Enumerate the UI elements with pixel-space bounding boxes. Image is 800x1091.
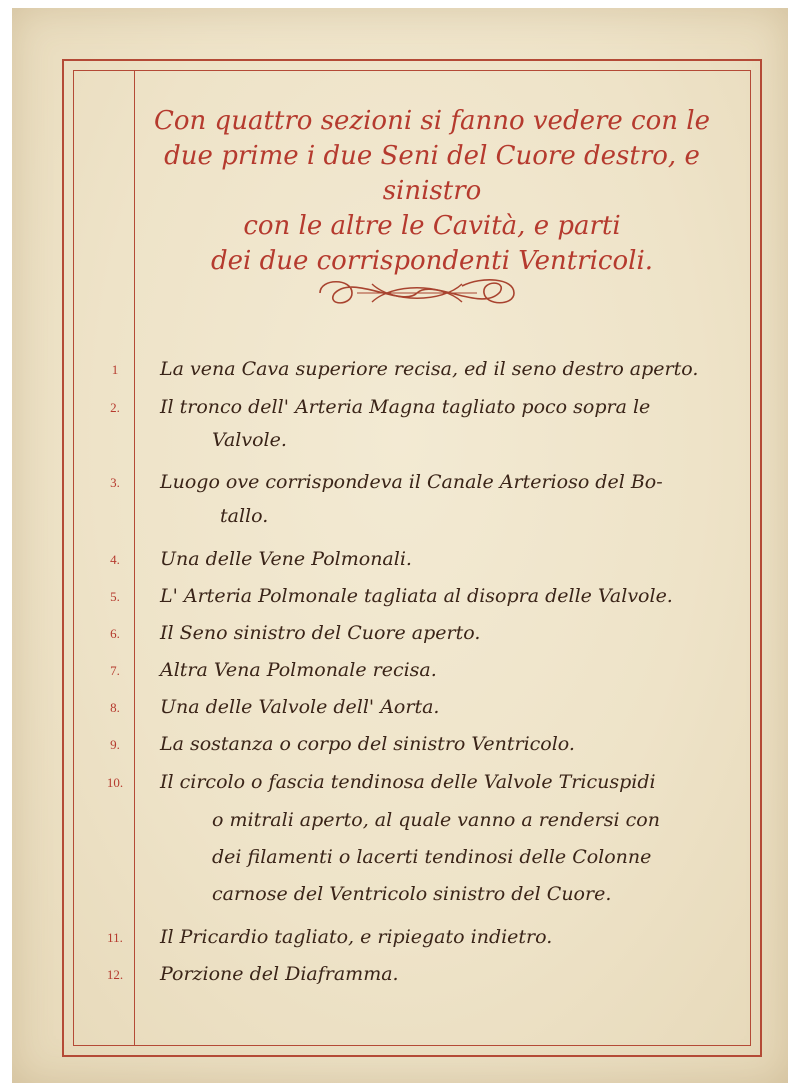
item-text: Luogo ove corrispondeva il Canale Arterioso del Bo- [160,471,663,493]
item-text: La sostanza o corpo del sinistro Ventricolo. [160,733,575,755]
item-number: 12. [106,967,124,982]
item-text: Una delle Vene Polmonali. [160,548,412,570]
page-title [142,104,722,279]
item-number: 7. [110,663,120,678]
item-number: 10. [106,775,124,790]
item-number: 2. [110,400,120,415]
item-text: Il circolo o fascia tendinosa delle Valvole Tricuspidi [160,771,656,793]
flourish-ornament [312,268,522,318]
item-text: Il Pricardio tagliato, e ripiegato indietro. [160,926,553,948]
item-number: 11. [107,930,123,945]
item-text: Porzione del Diaframma. [160,963,399,985]
item-number: 9. [110,737,120,752]
item-text-continued: tallo. [220,505,269,527]
item-text-continued: Valvole. [212,429,287,451]
title-line: Con quattro sezioni si fanno vedere con le [154,106,710,136]
manuscript-sheet [12,8,788,1083]
item-text: Altra Vena Polmonale recisa. [160,659,437,681]
item-text: Una delle Valvole dell' Aorta. [160,696,440,718]
item-number: 3. [110,475,120,490]
item-number: 8. [110,700,120,715]
item-number: 5. [110,589,120,604]
item-number: 1 [111,362,119,377]
item-text-continued: o mitrali aperto, al quale vanno a rendersi con [212,809,660,831]
item-number: 6. [110,626,120,641]
item-text: L' Arteria Polmonale tagliata al disopra delle Valvole. [160,585,673,607]
title-line: due prime i due Seni del Cuore destro, e sinistro [164,141,700,206]
item-number: 4. [110,552,120,567]
item-text-continued: dei filamenti o lacerti tendinosi delle Colonne [212,846,652,868]
item-text: La vena Cava superiore recisa, ed il seno destro aperto. [160,358,699,380]
title-line: con le altre le Cavità, e parti [243,211,621,241]
item-text: Il Seno sinistro del Cuore aperto. [160,622,481,644]
item-text-continued: carnose del Ventricolo sinistro del Cuore. [212,883,612,905]
title-line: dei due corrispondenti Ventricoli. [210,246,654,276]
item-text: Il tronco dell' Arteria Magna tagliato poco sopra le [160,396,651,418]
